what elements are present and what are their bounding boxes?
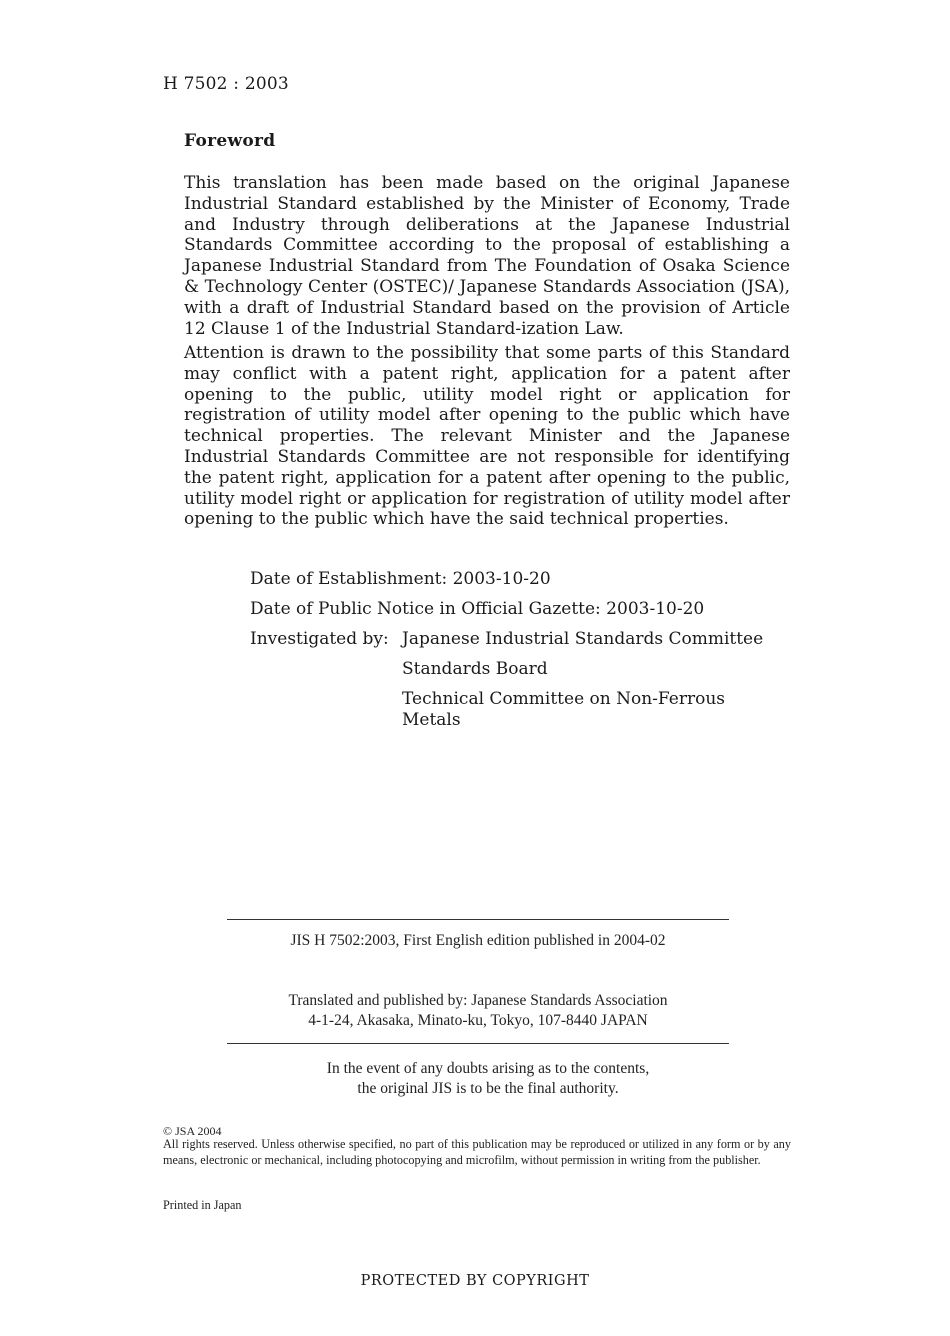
- translated-by-line: Translated and published by: Japanese Standards Association: [288, 992, 668, 1009]
- publisher-block: [227, 991, 729, 1031]
- authority-notice-line-1: In the event of any doubts arising as to the contents,: [326, 1060, 650, 1077]
- date-of-establishment: Date of Establishment: 2003-10-20: [250, 569, 551, 589]
- publisher-address: 4-1-24, Akasaka, Minato-ku, Tokyo, 107-8440 JAPAN: [308, 1012, 648, 1029]
- printed-in: Printed in Japan: [163, 1198, 242, 1212]
- copyright-notice: © JSA 2004: [163, 1124, 222, 1138]
- protected-by-copyright-footer: PROTECTED BY COPYRIGHT: [360, 1273, 590, 1289]
- investigated-by-technical-committee: Technical Committee on Non-Ferrous Metals: [402, 689, 726, 730]
- foreword-paragraph-2: Attention is drawn to the possibility that some parts of this Standard may conflict with a patent right, application for a patent after opening to the public, utility model right or application for registration of utility model after opening to the public which have technical properties. The relevant Minister and the Japanese Industrial Standards Committee are not responsible for identifying the patent right, application for a patent after opening to the public, utility model right or application for registration of utility model after opening to the public which have the said technical properties.: [184, 343, 790, 530]
- foreword-paragraph-1: This translation has been made based on the original Japanese Industrial Standard established by the Minister of Economy, Trade and Industry through deliberations at the Japanese Industrial Standards Committee according to the proposal of establishing a Japanese Industrial Standard from The Foundation of Osaka Science & Technology Center (OSTEC)/ Japanese Standards Association (JSA), with a draft of Industrial Standard based on the provision of Article 12 Clause 1 of the Industrial Standard-ization Law.: [184, 173, 790, 339]
- date-of-public-notice: Date of Public Notice in Official Gazette: 2003-10-20: [250, 599, 705, 619]
- investigated-by-label: Investigated by:: [250, 629, 389, 649]
- page-header-code: H 7502 : 2003: [163, 74, 289, 94]
- authority-notice-line-2: the original JIS is to be the final authority.: [357, 1080, 619, 1097]
- foreword-title: Foreword: [184, 131, 276, 151]
- divider-bottom: [227, 1043, 729, 1044]
- investigated-by-committee: Japanese Industrial Standards Committee: [402, 629, 764, 649]
- edition-notice: JIS H 7502:2003, First English edition published in 2004-02: [290, 932, 666, 949]
- investigated-by-board: Standards Board: [402, 659, 548, 679]
- divider-top: [227, 919, 729, 920]
- authority-notice: [227, 1059, 749, 1099]
- rights-statement: All rights reserved. Unless otherwise specified, no part of this publication may be reproduced or utilized in any form or by any means, electronic or mechanical, including photocopying and microfilm, without permission in writing from the publisher.: [163, 1137, 791, 1167]
